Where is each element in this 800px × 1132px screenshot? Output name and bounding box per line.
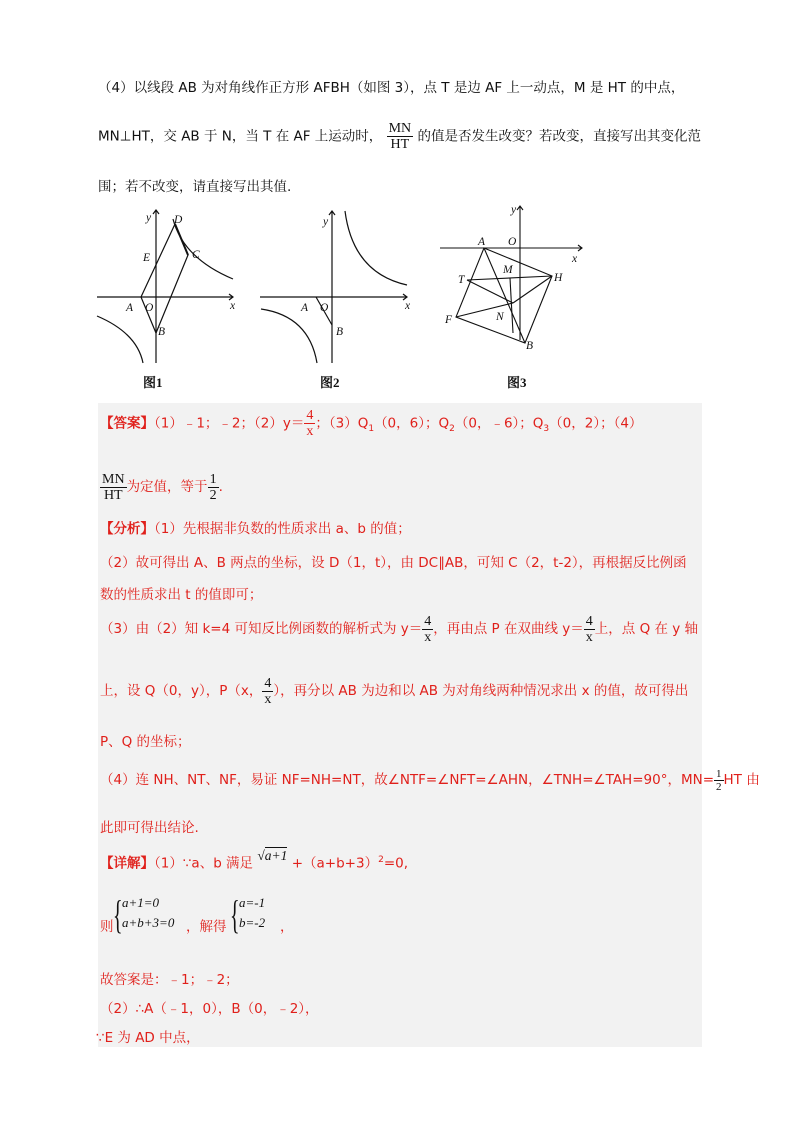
question-line-3: 围；若不改变，请直接写出其值. (98, 179, 292, 195)
question-line-1: （4）以线段 AB 为对角线作正方形 AFBH（如图 3），点 T 是边 AF 上一动点，M 是 HT 的中点， (98, 80, 685, 96)
analysis-line-1: 【分析】（1）先根据非负数的性质求出 a、b 的值； (100, 521, 411, 537)
fraction-mn-ht: $\frac{MN}{HT}$ (388, 121, 412, 152)
fig2-label-x: x (405, 300, 411, 312)
fig1-side-dc (175, 224, 188, 255)
fig2-label-o: O (320, 302, 329, 314)
fig3-label-x: x (572, 253, 578, 265)
system-2-top: a=-1 (239, 895, 266, 910)
question-line-2a: MN⊥HT，交 AB 于 N，当 T 在 AF 上运动时， (98, 128, 383, 145)
system-1-bottom: a+b+3=0 (122, 915, 175, 930)
answer-line-1: 【答案】（1）﹣1；﹣2；（2）y＝ $\frac{4}{x}$ ；$(3)Q_1(0$，6）；$Q_2(0$，﹣6）；$Q_3(0$，2）；（4） (100, 408, 643, 439)
fig1-label-o: O (145, 302, 154, 314)
analysis-fraction-half: $\frac{1}{2}$ (716, 767, 722, 793)
figure-1 (97, 210, 233, 363)
analysis-line-7: （4）连 NH、NT、NF，易证 NF=NH=NT，故∠NTF=∠NFT=∠AHN，∠TNH=∠TAH=90°，MN= $\frac{1}{2}$ HT 由 (100, 767, 760, 793)
analysis-line-4: （3）由（2）知 k=4 可知反比例函数的解析式为 y＝ $\frac{4}{x}$ ，再由点 P 在双曲线 y＝ $\frac{4}{x}$ 上，点 Q 在 y 轴 (100, 613, 699, 645)
analysis-line-2: （2）故可得出 A、B 两点的坐标，设 D（1，t），由 DC∥AB，可知 C（2，t-2），再根据反比例函 (100, 555, 687, 571)
fig3-label-h: H (554, 272, 563, 284)
system-2-bottom: b=-2 (239, 915, 266, 930)
system-1-top: a+1=0 (122, 895, 160, 910)
detail-line-5: ∵E 为 AD 中点， (96, 1030, 200, 1046)
fig2-label-b: B (336, 326, 344, 338)
fig3-label-f: F (445, 314, 453, 326)
answer-label: 【答案】 (100, 415, 154, 432)
fig1-label-e: E (143, 252, 151, 264)
figure-2 (260, 211, 407, 363)
answer-line-2: $\frac{MN}{HT}$ 为定值，等于 $\frac{1}{2}$ . (102, 471, 223, 503)
answer-fraction-mn-ht: $\frac{MN}{HT}$ (102, 471, 125, 503)
fig1-label-x: x (230, 300, 236, 312)
question-line-2b: 的值是否发生改变？若改变，直接写出其变化范 (417, 128, 701, 145)
analysis-fraction-4-x-3: $\frac{4}{x}$ (264, 675, 272, 707)
fig3-label-o: O (508, 236, 517, 248)
analysis-line-3: 数的性质求出 t 的值即可； (100, 587, 263, 603)
detail-label: 【详解】 (100, 855, 154, 872)
fig1-hyperbola-lower (97, 316, 143, 363)
fig3-segment-nt (467, 280, 513, 303)
fig1-label-y: y (146, 212, 152, 224)
detail-line-4: （2）∴A（﹣1，0），B（0，﹣2）， (100, 1001, 319, 1017)
fig3-label-n: N (496, 311, 504, 323)
fig2-label-a: A (301, 302, 309, 314)
answer-fraction-4-x: $\frac{4}{x}$ (306, 408, 314, 439)
analysis-line-5: 上，设 Q（0，y），P（x， $\frac{4}{x}$ ），再分以 AB 为边和以 AB 为对角线两种情况求出 x 的值，故可得出 (100, 675, 689, 707)
fig3-label-t: T (458, 274, 465, 286)
question-line-2 (98, 121, 701, 152)
fig3-label-m: M (503, 264, 513, 276)
fig3-segment-nf (456, 303, 513, 317)
system-brace-2: { (230, 892, 240, 937)
fig3-label-a: A (478, 236, 486, 248)
fig2-label-y: y (323, 216, 329, 228)
caption-fig2: 图2 (320, 375, 340, 390)
fig2-hyperbola-lower (261, 309, 317, 363)
fig1-label-b: B (158, 326, 166, 338)
analysis-label: 【分析】 (100, 521, 154, 537)
fig1-label-d: D (174, 214, 183, 226)
fig3-label-y: y (511, 204, 517, 216)
answer-fraction-half: $\frac{1}{2}$ (209, 471, 217, 503)
sqrt-expression: √a+1 (257, 847, 288, 863)
fig3-segment-th (467, 276, 552, 280)
detail-line-1: 【详解】（1）∵a、b 满足 $√a+1 +(a+b+3)^2=0$, (100, 847, 409, 872)
fig3-label-b: B (526, 340, 534, 352)
fig1-label-c: C (192, 249, 200, 261)
analysis-fraction-4-x-2: $\frac{4}{x}$ (585, 613, 593, 645)
fig3-segment-mn (510, 278, 513, 333)
caption-fig1: 图1 (143, 375, 163, 390)
figures-panel (95, 203, 595, 395)
detail-line-3: 故答案是：﹣1；﹣2； (100, 972, 239, 988)
analysis-fraction-4-x-1: $\frac{4}{x}$ (424, 613, 432, 645)
caption-fig3: 图3 (507, 375, 527, 390)
fig1-label-a: A (126, 302, 134, 314)
analysis-line-8: 此即可得出结论. (100, 820, 199, 836)
analysis-line-6: P、Q 的坐标； (100, 734, 191, 750)
fig2-hyperbola-upper (345, 211, 407, 285)
system-brace-1: { (113, 892, 123, 937)
